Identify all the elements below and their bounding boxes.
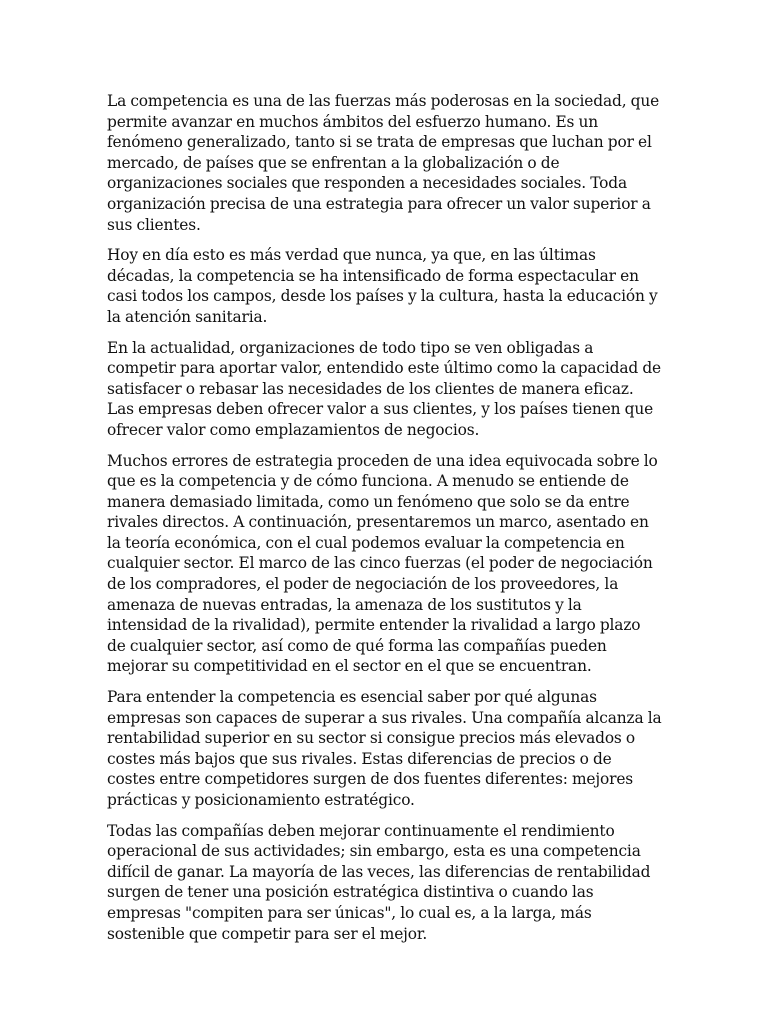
paragraph-6: Todas las compañías deben mejorar continuamente el rendimiento operacional de sus actividades; sin embargo, esta es una competencia difícil de ganar. La mayoría de las veces, las diferencias de rentabilidad surgen de tener una posición estratégica distintiva o cuando las empresas "compiten para ser únicas", lo cual es, a la larga, más sostenible que competir para ser el mejor. <box>107 821 651 943</box>
paragraph-4: Muchos errores de estrategia proceden de una idea equivocada sobre lo que es la competencia y de cómo funciona. A menudo se entiende de manera demasiado limitada, como un fenómeno que solo se da entre rivales directos. A continuación, presentaremos un marco, asentado en la teoría económica, con el cual podemos evaluar la competencia en cualquier sector. El marco de las cinco fuerzas (el poder de negociación de los compradores, el poder de negociación de los proveedores, la amenaza de nuevas entradas, la amenaza de los sustitutos y la intensidad de la rivalidad), permite entender la rivalidad a largo plazo de cualquier sector, así como de qué forma las compañías pueden mejorar su competitividad en el sector en el que se encuentran. <box>107 451 658 676</box>
document-body <box>107 91 663 954</box>
paragraph-3: En la actualidad, organizaciones de todo tipo se ven obligadas a competir para aportar valor, entendido este último como la capacidad de satisfacer o rebasar las necesidades de los clientes de manera eficaz. Las empresas deben ofrecer valor a sus clientes, y los países tienen que ofrecer valor como emplazamientos de negocios. <box>107 338 661 439</box>
paragraph-1: La competencia es una de las fuerzas más poderosas en la sociedad, que permite avanzar en muchos ámbitos del esfuerzo humano. Es un fenómeno generalizado, tanto si se trata de empresas que luchan por el mercado, de países que se enfrentan a la globalización o de organizaciones sociales que responden a necesidades sociales. Toda organización precisa de una estrategia para ofrecer un valor superior a sus clientes. <box>107 92 660 234</box>
paragraph-5: Para entender la competencia es esencial saber por qué algunas empresas son capaces de superar a sus rivales. Una compañía alcanza la rentabilidad superior en su sector si consigue precios más elevados o costes más bajos que sus rivales. Estas diferencias de precios o de costes entre competidores surgen de dos fuentes diferentes: mejores prácticas y posicionamiento estratégico. <box>107 688 662 809</box>
paragraph-2: Hoy en día esto es más verdad que nunca, ya que, en las últimas décadas, la competencia se ha intensificado de forma espectacular en casi todos los campos, desde los países y la cultura, hasta la educación y la atención sanitaria. <box>107 246 658 326</box>
